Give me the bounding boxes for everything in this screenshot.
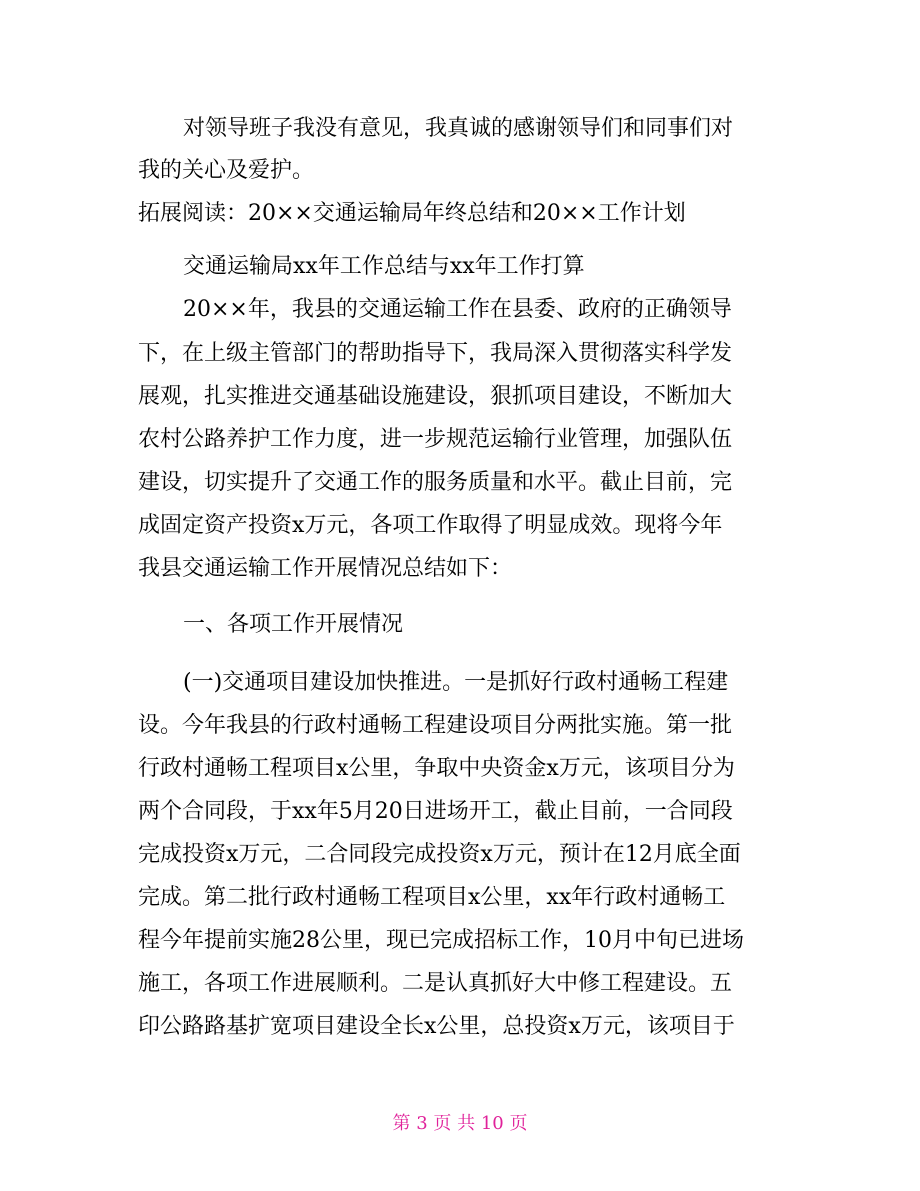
page-number-footer: 第 3 页 共 10 页 [392, 1113, 528, 1134]
section-title: 交通运输局xx年工作总结与xx年工作打算 [183, 254, 585, 279]
body-line: 展观，扎实推进交通基础设施建设，狠抓项目建设，不断加大 [138, 384, 733, 409]
heading-line: 一、各项工作开展情况 [183, 612, 404, 637]
body-line: 印公路路基扩宽项目建设全长x公里，总投资x万元，该项目于 [138, 1014, 735, 1039]
body-line: 两个合同段，于xx年5月20日进场开工，截止目前，一合同段 [138, 799, 733, 824]
body-line: 农村公路养护工作力度，进一步规范运输行业管理，加强队伍 [138, 427, 733, 452]
body-line: 施工，各项工作进展顺利。二是认真抓好大中修工程建设。五 [138, 971, 733, 996]
body-line: 对领导班子我没有意见，我真诚的感谢领导们和同事们对 [183, 116, 734, 141]
body-line: 行政村通畅工程项目x公里，争取中央资金x万元，该项目分为 [138, 756, 735, 781]
body-line: 完成。第二批行政村通畅工程项目x公里，xx年行政村通畅工 [138, 885, 726, 910]
body-line: 成固定资产投资x万元，各项工作取得了明显成效。现将今年 [138, 513, 723, 538]
body-line: 设。今年我县的行政村通畅工程建设项目分两批实施。第一批 [138, 713, 733, 738]
body-line: 拓展阅读：20××交通运输局年终总结和20××工作计划 [138, 201, 686, 226]
body-line: (一)交通项目建设加快推进。一是抓好行政村通畅工程建 [183, 670, 729, 695]
body-line: 我的关心及爱护。 [138, 158, 315, 183]
body-line: 完成投资x万元，二合同段完成投资x万元，预计在12月底全面 [138, 842, 741, 867]
body-line: 建设，切实提升了交通工作的服务质量和水平。截止目前，完 [138, 470, 733, 495]
body-line: 我县交通运输工作开展情况总结如下： [138, 556, 513, 581]
body-line: 下，在上级主管部门的帮助指导下，我局深入贯彻落实科学发 [138, 341, 733, 366]
body-line: 程今年提前实施28公里，现已完成招标工作，10月中旬已进场 [138, 928, 744, 953]
body-line: 20××年，我县的交通运输工作在县委、政府的正确领导 [183, 297, 732, 322]
